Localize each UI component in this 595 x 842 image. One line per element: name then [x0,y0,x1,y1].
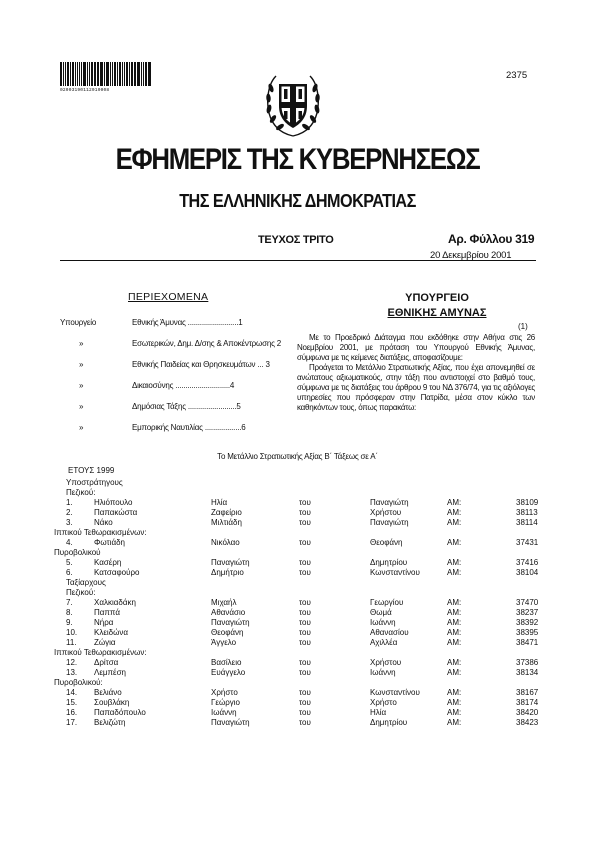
barcode-bar [137,62,140,86]
of-label: του [299,508,311,517]
barcode-bar [81,62,82,86]
of-label: του [299,598,311,607]
am-label: ΑΜ: [447,658,462,667]
am-label: ΑΜ: [447,538,462,547]
row-number: 13. [66,668,78,677]
contents-item [60,423,292,444]
father-name: Παναγιώτη [370,498,409,507]
barcode-bar [97,62,99,86]
father-name: Κωνσταντίνου [370,568,420,577]
of-label: του [299,558,311,567]
am-label: ΑΜ: [447,498,462,507]
roster-row [54,668,554,678]
roster-row [54,568,554,578]
row-number: 11. [66,638,77,647]
roster-row [54,508,554,518]
row-number: 5. [66,558,73,567]
of-label: του [299,688,311,697]
officer-surname: Κλειδώνα [94,628,129,637]
officer-roster [54,478,554,728]
am-label: ΑΜ: [447,598,462,607]
roster-group-heading: Υποστράτηγους [66,478,123,487]
roster-group-heading: Πεζικού: [66,488,96,497]
barcode-bar [94,62,95,86]
of-label: του [299,518,311,527]
year-heading: ΕΤΟΥΣ 1999 [68,466,115,475]
am-label: ΑΜ: [447,638,462,647]
barcode-bar [100,62,103,86]
barcode-bar [110,62,111,86]
barcode-bar [141,62,142,86]
issue-label: ΤΕΥΧΟΣ ΤΡΙΤΟ [258,234,334,246]
officer-surname: Δρίτσα [94,658,119,667]
registry-number: 37431 [516,538,539,547]
father-name: Ηλία [370,708,387,717]
row-number: 3. [66,518,73,527]
father-name: Ιωάννη [370,618,396,627]
row-number: 12. [66,658,78,667]
row-number: 1. [66,498,73,507]
decree-paragraph: Προάγεται το Μετάλλιο Στρατιωτικής Αξίας, που έχει απονεμηθεί σε ανώτατους αξιωματικούς, στην τάξη που αντιστοιχεί στο βαθμό τους, σύμφωνα με τις διατάξεις του άρθρου 9 του ΝΔ 376/74, για τις αξιόλογες υπηρεσίες που πρόσφεραν στην Πατρίδα, μέσα στον κύκλο των καθηκόντων τους, όπως παρακάτω: [297,363,535,412]
barcode-bar [143,62,144,86]
officer-surname: Κασέρη [94,558,122,567]
am-label: ΑΜ: [447,568,462,577]
officer-surname: Νήρα [94,618,114,627]
registry-number: 38134 [516,668,539,677]
registry-number: 37386 [516,658,539,667]
page-number: 2375 [506,70,528,81]
contents-item-prefix: » [79,423,84,432]
am-label: ΑΜ: [447,618,462,627]
father-name: Γεωργίου [370,598,404,607]
contents-item-prefix: » [79,339,84,348]
am-label: ΑΜ: [447,608,462,617]
officer-surname: Σουβλάκη [94,698,130,707]
am-label: ΑΜ: [447,718,462,727]
barcode-bar [104,62,105,86]
barcode-bar [149,62,151,86]
am-label: ΑΜ: [447,508,462,517]
officer-first-name: Άγγελο [211,638,237,647]
of-label: του [299,628,311,637]
registry-number: 38113 [516,508,538,517]
table-of-contents [60,318,292,444]
contents-item [60,318,292,339]
roster-row [54,518,554,528]
registry-number: 38392 [516,618,539,627]
row-number: 4. [66,538,73,547]
registry-number: 38109 [516,498,539,507]
row-number: 9. [66,618,73,627]
contents-item-name: Εθνικής Άμυνας .........................1 [132,318,243,327]
barcode-bar [63,62,64,86]
roster-row [54,558,554,568]
am-label: ΑΜ: [447,668,462,677]
of-label: του [299,658,311,667]
contents-item-name: Εθνικής Παιδείας και Θρησκευμάτων ... 3 [132,360,270,369]
registry-number: 38114 [516,518,538,527]
registry-number: 38237 [516,608,539,617]
officer-surname: Παπαδόπουλο [94,708,146,717]
contents-item-prefix: » [79,360,84,369]
barcode-bar [91,62,93,86]
barcode-bar [95,62,96,86]
contents-item [60,402,292,423]
of-label: του [299,538,311,547]
barcode-bar [65,62,66,86]
am-label: ΑΜ: [447,698,462,707]
decision-reference: (1) [518,322,528,331]
barcode-bar [135,62,136,86]
father-name: Χρήστου [370,508,402,517]
father-name: Χρήστου [370,658,402,667]
father-name: Ιωάννη [370,668,396,677]
row-number: 15. [66,698,78,707]
barcode-bar [131,62,133,86]
registry-number: 38167 [516,688,539,697]
roster-row [54,718,554,728]
roster-row [54,618,554,628]
roster-group-heading: Ταξίαρχους [66,578,106,587]
officer-first-name: Νικόλαο [211,538,240,547]
roster-row [54,498,554,508]
registry-number: 38420 [516,708,539,717]
father-name: Θεοφάνη [370,538,403,547]
officer-first-name: Μιχαήλ [211,598,237,607]
father-name: Δημητρίου [370,718,408,727]
officer-first-name: Βασίλειο [211,658,242,667]
registry-number: 38471 [516,638,539,647]
barcode-bar [134,62,135,86]
officer-first-name: Ιωάννη [211,708,237,717]
am-label: ΑΜ: [447,628,462,637]
contents-item-prefix: » [79,381,84,390]
barcode-bar [119,62,122,86]
barcode-bar [126,62,128,86]
decree-paragraph: Με το Προεδρικό Διάταγμα που εκδόθηκε στην Αθήνα στις 26 Νοεμβρίου 2001, με πρόταση του Υπουργού Εθνικής Άμυνας, σύμφωνα με τις κείμενες διατάξεις, αποφασίζουμε: [297,333,535,362]
contents-item-name: Δημόσιας Τάξης ........................5 [132,402,241,411]
of-label: του [299,708,311,717]
father-name: Αχιλλέα [370,638,398,647]
of-label: του [299,498,311,507]
barcode-bar [83,62,86,86]
officer-first-name: Αθανάσιο [211,608,246,617]
gazette-subtitle: ΤΗΣ ΕΛΛΗΝΙΚΗΣ ΔΗΜΟΚΡΑΤΙΑΣ [179,191,416,211]
father-name: Παναγιώτη [370,518,409,527]
roster-row [54,628,554,638]
officer-surname: Φωτιάδη [94,538,125,547]
contents-item-name: Εμπορικής Ναυτιλίας ..................6 [132,423,246,432]
officer-first-name: Χρήστο [211,688,238,697]
officer-surname: Κατσαφούρο [94,568,140,577]
roster-row [54,698,554,708]
officer-first-name: Παναγιώτη [211,558,250,567]
barcode-bar [145,62,147,86]
roster-group-heading: Ιππικού Τεθωρακισμένων: [54,528,147,537]
barcode-bar [122,62,123,86]
am-label: ΑΜ: [447,708,462,717]
father-name: Θωμά [370,608,392,617]
officer-surname: Ηλιόπουλο [94,498,133,507]
row-number: 8. [66,608,73,617]
father-name: Κωνσταντίνου [370,688,420,697]
contents-item [60,381,292,402]
row-number: 6. [66,568,73,577]
row-number: 17. [66,718,78,727]
barcode-bar [112,62,113,86]
barcode-bar [89,62,90,86]
contents-item-prefix: Υπουργείο [60,318,97,327]
of-label: του [299,698,311,707]
of-label: του [299,608,311,617]
barcode-bar [67,62,70,86]
decree-text [297,333,535,413]
registry-number: 38395 [516,628,539,637]
barcode-bar [107,62,109,86]
row-number: 2. [66,508,73,517]
of-label: του [299,618,311,627]
sheet-number: Αρ. Φύλλου 319 [448,232,535,246]
barcode [60,62,152,86]
barcode-bar [79,62,81,86]
roster-row [54,608,554,618]
father-name: Αθανασίου [370,628,409,637]
officer-first-name: Θεοφάνη [211,628,244,637]
roster-row [54,708,554,718]
contents-heading: ΠΕΡΙΕΧΟΜΕΝΑ [128,291,209,303]
father-name: Χρήστο [370,698,397,707]
barcode-bar [129,62,130,86]
row-number: 14. [66,688,78,697]
officer-surname: Βελιάνο [94,688,122,697]
row-number: 7. [66,598,73,607]
father-name: Δημητρίου [370,558,408,567]
gazette-title: ΕΦΗΜΕΡΙΣ ΤΗΣ ΚΥΒΕΡΝΗΣΕΩΣ [115,143,480,176]
ministry-heading: ΥΠΟΥΡΓΕΙΟ ΕΘΝΙΚΗΣ ΑΜΥΝΑΣ [387,292,487,319]
officer-surname: Ζώγια [94,638,116,647]
officer-surname: Παππά [94,608,120,617]
officer-surname: Νάκο [94,518,113,527]
of-label: του [299,718,311,727]
roster-group-heading: Ιππικού Τεθωρακισμένων: [54,648,147,657]
am-label: ΑΜ: [447,518,462,527]
roster-row [54,538,554,548]
contents-item-name: Εσωτερικών, Δημ. Δ/σης & Αποκέντρωσης 2 [132,339,281,348]
officer-first-name: Ηλία [211,498,228,507]
registry-number: 38104 [516,568,539,577]
of-label: του [299,668,311,677]
header-divider [60,260,536,261]
issue-date: 20 Δεκεμβρίου 2001 [430,250,512,261]
am-label: ΑΜ: [447,688,462,697]
roster-group-heading: Πεζικού: [66,588,96,597]
registry-number: 37470 [516,598,539,607]
contents-item [60,339,292,360]
row-number: 16. [66,708,78,717]
roster-row [54,658,554,668]
barcode-bar [114,62,116,86]
contents-item-name: Δικαιοσύνης ...........................4 [132,381,235,390]
registry-number: 38174 [516,698,539,707]
of-label: του [299,638,311,647]
am-label: ΑΜ: [447,558,462,567]
officer-first-name: Δημήτριο [211,568,244,577]
contents-item [60,360,292,381]
barcode-bar [117,62,118,86]
registry-number: 38423 [516,718,539,727]
roster-group-heading: Πυροβολικού [54,548,101,557]
barcode-bar [77,62,78,86]
barcode-bar [106,62,107,86]
barcode-bar [75,62,76,86]
roster-row [54,638,554,648]
barcode-bar [148,62,149,86]
barcode-bar [87,62,88,86]
officer-first-name: Γεώργιο [211,698,240,707]
officer-first-name: Παναγιώτη [211,618,250,627]
officer-first-name: Ευάγγελο [211,668,246,677]
officer-first-name: Ζαφείριο [211,508,242,517]
row-number: 10. [66,628,78,637]
registry-number: 37416 [516,558,539,567]
greek-coat-of-arms-icon [262,70,324,140]
roster-group-heading: Πυροβολικού: [54,678,103,687]
barcode-bar [70,62,71,86]
roster-row [54,598,554,608]
of-label: του [299,568,311,577]
barcode-bar [72,62,74,86]
officer-surname: Παπακώστα [94,508,138,517]
officer-surname: Βελιζώτη [94,718,126,727]
officer-first-name: Παναγιώτη [211,718,250,727]
barcode-bar [124,62,125,86]
roster-row [54,688,554,698]
officer-first-name: Μιλτιάδη [211,518,242,527]
officer-surname: Χαλκιαδάκη [94,598,136,607]
contents-item-prefix: » [79,402,84,411]
barcode-number: 02003190112010008 [60,88,110,93]
section-title: Το Μετάλλιο Στρατιωτικής Αξίας Β΄ Τάξεως σε Α΄ [217,452,378,461]
barcode-bar [60,62,62,86]
officer-surname: Λεμπέση [94,668,126,677]
